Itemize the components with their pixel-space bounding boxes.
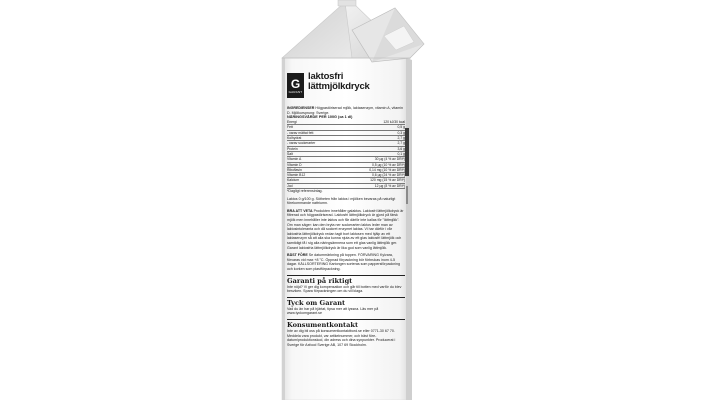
good-to-know-text: Produkten innehåller galaktos. Laktosfri lättmjölkdryck är filtrerad och högpastöriserad. Laktosfri lättmjölkdryck är gjord på färsk mjölk men innehåller inte laktos och får därför inte kallas för "lättmjölk". Om man säger: kan den bryta ner sockerarten laktos leder man av laktosintoleranta och då sockret enzymet laktas. Vi har därför i vår laktosfria lättmjölkdryck redan tagit bort laktosen med hjälp av ett laktasenzym så att alla ska kunna njuta av ett glas laktosfri lättmjölk och samtidigt få i sig alla näringsämnena som ett glas vanlig lättmjölk ger. Garant laktosfria lättmjölkdryck är lika god som vanlig lättmjölk. <box>287 208 404 250</box>
storage-label: BÄST FÖRE <box>287 253 308 258</box>
product-name-line1: laktosfri <box>308 72 344 82</box>
carton-right-edge <box>406 58 412 400</box>
brand-row <box>287 72 405 98</box>
nutrient-value: 0,5 g <box>339 125 405 130</box>
nutrient-value: 2,7 g <box>339 141 405 146</box>
nutrient-name: Salt <box>287 151 339 156</box>
product-name-line2: lättmjölkdryck <box>308 81 370 92</box>
nutrition-label: NÄRINGSVÄRDE PER 100G (ca 1 dl) <box>287 115 353 120</box>
section-feedback-text: Vad du än har på hjärtat, tipsa mer att lyssna. Läs mer på www.tyckomgarant.se <box>287 306 379 316</box>
ingredients-text: Högpastöriserad mjölk, laktasenzym, vitamin A, vitamin D. Mjölkursprung: Sverige. <box>287 106 404 115</box>
nutrient-name: Jod <box>287 183 339 188</box>
garant-logo <box>287 73 304 98</box>
product-name <box>308 72 370 92</box>
section-guarantee-text: Inte nöjd? Vi ger dig kompensation och går till botten med varför du blev besviken. Spara förpackningen om du vill klaga. <box>287 284 402 294</box>
nutrient-name: - varav sockerarter <box>287 141 339 146</box>
carton-edge-mark-small <box>406 186 408 204</box>
carton-gable-left <box>282 2 352 58</box>
carton-top-seal <box>338 0 356 6</box>
storage-text: Se datummärkning på toppen. FÖRVARING Kylvara, förvaras vid max +8 °C. Öppnad förpackning bör förbrukas inom 4-5 dagar. KÄLLSORTERING Kartongen sorteras som pappersförpackning och korken som plastförpackning. <box>287 253 400 271</box>
nutrient-value: 120 kJ/30 kcal <box>339 120 405 125</box>
section-contact-heading: Konsumentkontakt <box>287 319 405 329</box>
nutrition-table <box>287 120 405 189</box>
nutrient-name: Riboflavin <box>287 167 339 172</box>
nutrient-value: 0,3 g <box>339 130 405 135</box>
section-feedback-heading: Tyck om Garant <box>287 297 405 307</box>
nutrient-value: 120 mg (15 % av DRI*) <box>339 178 405 183</box>
nutrient-name: Energi <box>287 120 339 125</box>
nutrient-name: Vitamin B12 <box>287 173 339 178</box>
nutrient-value: 0,5 µg (10 % av DRI*) <box>339 162 405 167</box>
section-contact-text: Inte av dig bli oss på konsumentkontaktbord.se eller 0771-30 67 70. Meddela vara produkt, var artikelnummer, och bäst före-datum/produktionskod, din adress och dina synpunkter. Producerat i Sverige för Axfood Sverige AB, 107 69 Stockholm. <box>287 328 396 347</box>
lactose-info: Laktos 0 g/100 g. Sötheten från laktos i mjölken bevaras på naturligt förekommande nattriumn. <box>287 196 396 206</box>
storage-info <box>287 253 405 271</box>
nutrient-name: Kalcium <box>287 178 339 183</box>
nutrient-value: 30 µg (4 % av DRI*) <box>339 157 405 162</box>
nutrient-value: 0,14 mg (10 % av DRI*) <box>339 167 405 172</box>
nutrition-row <box>287 183 405 188</box>
nutrient-value: 12 µg (8 % av DRI*) <box>339 183 405 188</box>
section-guarantee-heading: Garanti på riktigt <box>287 275 405 285</box>
nutrient-name: Vitamin D <box>287 162 339 167</box>
carton-print-panel <box>287 72 405 400</box>
nutrient-name: Fett <box>287 125 339 130</box>
nutrient-name: - varav mättat fett <box>287 130 339 135</box>
section-feedback <box>287 297 405 316</box>
carton-left-edge <box>282 58 285 400</box>
nutrient-name: Kolhydrat <box>287 136 339 141</box>
good-to-know <box>287 209 405 250</box>
nutrient-value: 0,6 µg (24 % av DRI*) <box>339 173 405 178</box>
nutrient-value: 3,6 g <box>339 146 405 151</box>
nutrient-value: 2,7 g <box>339 136 405 141</box>
carton-edge-mark <box>405 128 409 176</box>
logo-letter: G <box>290 76 301 91</box>
section-contact <box>287 319 405 347</box>
nutrition-footnote: *Dagligt referensintag. <box>287 189 323 194</box>
logo-word: GARANT <box>288 89 303 94</box>
ingredients <box>287 106 405 115</box>
nutrient-name: Protein <box>287 146 339 151</box>
ingredients-label: INGREDIENSER <box>287 106 315 110</box>
nutrient-name: Vitamin A <box>287 157 339 162</box>
nutrient-value: 0,1 g <box>339 151 405 156</box>
section-guarantee <box>287 275 405 294</box>
good-to-know-label: BRA ATT VETA <box>287 208 313 213</box>
